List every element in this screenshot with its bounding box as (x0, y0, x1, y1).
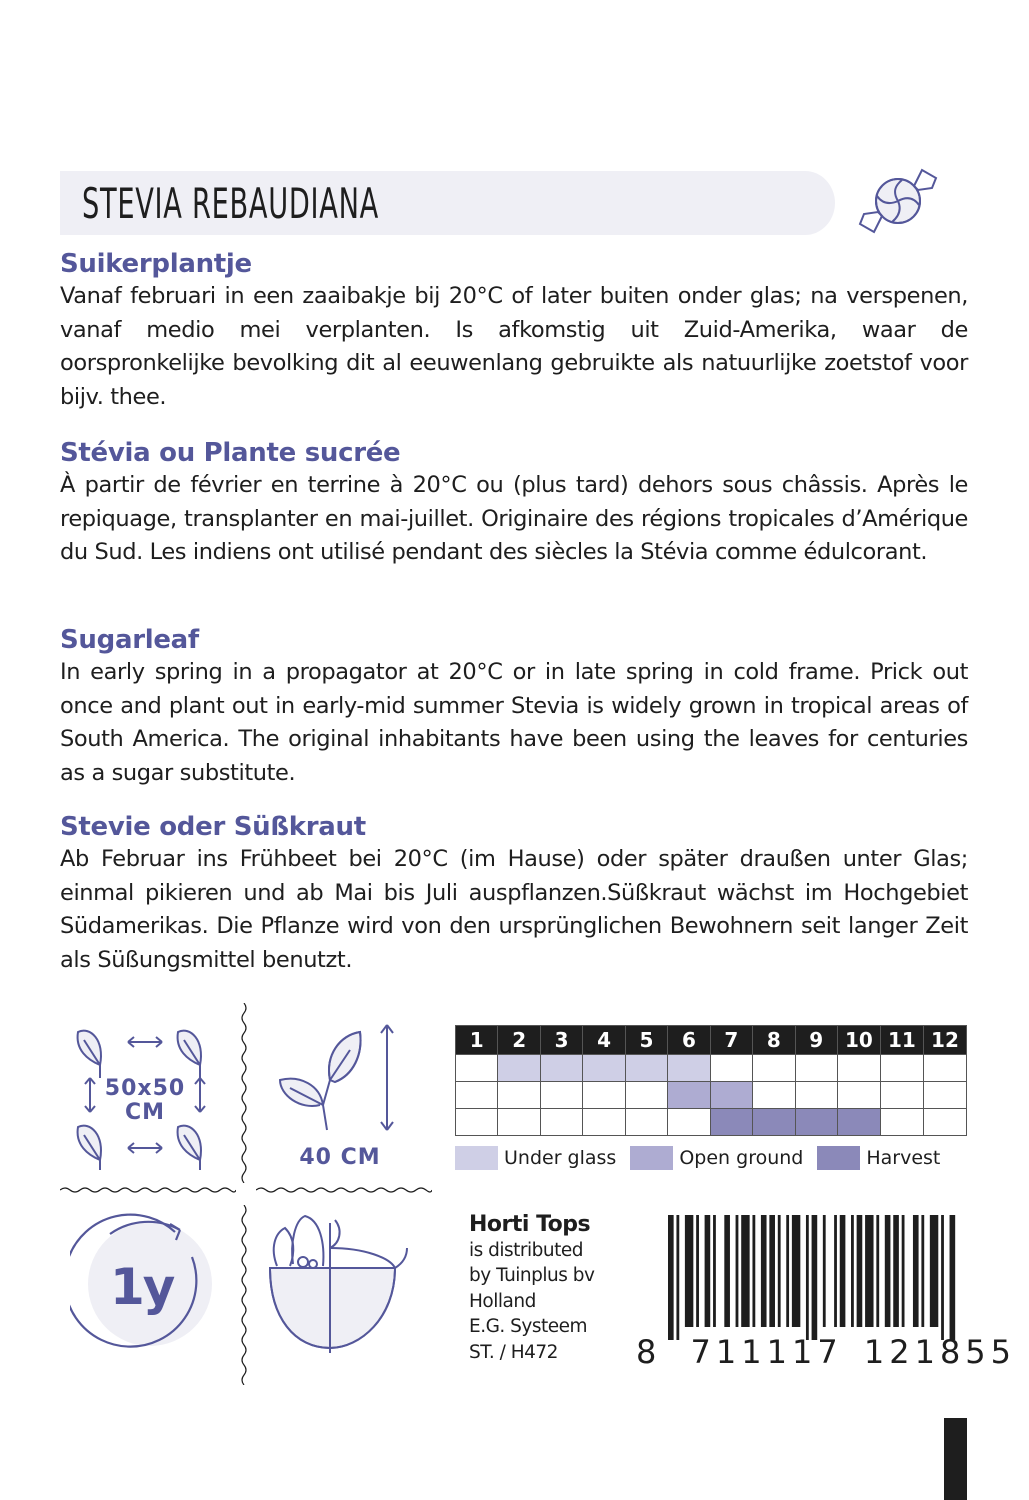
brand-name: Horti Tops (469, 1212, 591, 1237)
calendar-cell (498, 1109, 540, 1136)
calendar-cell (710, 1082, 752, 1109)
sowing-calendar (455, 1025, 967, 1136)
month-cell: 1 (456, 1026, 498, 1055)
section-body: Vanaf februari in een zaaibakje bij 20°C of later buiten onder glas; na verspenen, vanaf medio mei verplanten. Is afkomstig uit Zuid-Amerika, waar de oorspronkelijke bevolking dit al eeuwenlang gebruikte als natuurlijke zoetstof voor bijv. thee. (60, 283, 968, 410)
wavy-divider-vertical (236, 1003, 252, 1183)
month-cell: 10 (837, 1026, 880, 1055)
distributor-line: is distributed (469, 1239, 584, 1261)
barcode-digit-first: 8 (636, 1333, 662, 1371)
calendar-cell (583, 1055, 625, 1082)
calendar-cell (456, 1082, 498, 1109)
barcode (668, 1215, 958, 1340)
plant-height-icon (275, 1020, 405, 1145)
calendar-cell (456, 1109, 498, 1136)
calendar-row-under-glass (456, 1055, 967, 1082)
legend-swatch (630, 1146, 673, 1170)
calendar-legend (455, 1146, 954, 1170)
lifecycle-label: 1y (110, 1258, 174, 1316)
calendar-row-open-ground (456, 1082, 967, 1109)
calendar-cell (880, 1109, 923, 1136)
calendar-cell (456, 1055, 498, 1082)
calendar-cell (498, 1055, 540, 1082)
month-cell: 7 (710, 1026, 752, 1055)
barcode-group-1: 711117 (690, 1333, 843, 1371)
wavy-divider-horizontal (60, 1184, 236, 1196)
calendar-cell (540, 1055, 582, 1082)
section-heading: Sugarleaf (60, 625, 199, 655)
calendar-cell (795, 1109, 837, 1136)
legend-swatch (455, 1146, 498, 1170)
section-heading: Stévia ou Plante sucrée (60, 438, 401, 468)
legend-label: Under glass (504, 1147, 617, 1169)
legend-label: Open ground (679, 1147, 804, 1169)
section-heading: Suikerplantje (60, 249, 252, 279)
height-label: 40 CM (299, 1145, 381, 1170)
calendar-cell (583, 1082, 625, 1109)
distributor-info (469, 1212, 594, 1365)
calendar-cell (753, 1082, 795, 1109)
print-mark (944, 1418, 967, 1500)
month-cell: 9 (795, 1026, 837, 1055)
calendar-cell (923, 1082, 966, 1109)
month-cell: 4 (583, 1026, 625, 1055)
legend-label: Harvest (866, 1147, 941, 1169)
calendar-cell (625, 1109, 667, 1136)
calendar-cell (837, 1082, 880, 1109)
calendar-cell (710, 1055, 752, 1082)
calendar-cell (753, 1055, 795, 1082)
section-body: In early spring in a propagator at 20°C or in late spring in cold frame. Prick out once and plant out in early-mid summer Stevia is widely grown in tropical areas of South America. The original inhabitants have been using the leaves for centuries as a sugar substitute. (60, 659, 968, 786)
month-cell: 5 (625, 1026, 667, 1055)
section-body: À partir de février en terrine à 20°C ou (plus tard) dehors sous châssis. Après le repiquage, transplanter en mai-juillet. Originaire des régions tropicales d’Amérique du Sud. Les indiens ont utilisé pendant des siècles la Stévia comme édulcorant. (60, 472, 968, 565)
distributor-line: Holland (469, 1290, 536, 1312)
calendar-cell (668, 1055, 710, 1082)
spacing-unit: CM (124, 1100, 166, 1125)
product-title: STEVIA REBAUDIANA (82, 179, 379, 228)
calendar-cell (625, 1082, 667, 1109)
calendar-cell (498, 1082, 540, 1109)
section-heading: Stevie oder Süßkraut (60, 812, 366, 842)
section-english (60, 624, 968, 790)
calendar-cell (710, 1109, 752, 1136)
calendar-cell (540, 1082, 582, 1109)
calendar-cell (795, 1055, 837, 1082)
calendar-month-header (456, 1026, 967, 1055)
calendar-cell (540, 1109, 582, 1136)
spacing-label (102, 1077, 188, 1125)
candy-icon (852, 158, 942, 244)
section-french (60, 437, 968, 570)
calendar-cell (668, 1082, 710, 1109)
legend-swatch (817, 1146, 860, 1170)
month-cell: 2 (498, 1026, 540, 1055)
calendar-cell (923, 1055, 966, 1082)
barcode-group-2: 121855 (863, 1333, 1017, 1371)
calendar-cell (668, 1109, 710, 1136)
calendar-cell (880, 1082, 923, 1109)
section-dutch (60, 248, 968, 414)
distributor-line: ST. / H472 (469, 1341, 558, 1363)
salad-bowl-icon (265, 1208, 415, 1358)
calendar-cell (837, 1109, 880, 1136)
distributor-line: by Tuinplus bv (469, 1265, 595, 1286)
wavy-divider-horizontal (256, 1184, 432, 1196)
spacing-value: 50x50 (104, 1076, 186, 1101)
month-cell: 12 (923, 1026, 966, 1055)
month-cell: 11 (880, 1026, 923, 1055)
barcode-number (636, 1333, 1016, 1371)
calendar-cell (837, 1055, 880, 1082)
calendar-cell (583, 1109, 625, 1136)
legend-open-ground (630, 1146, 803, 1170)
calendar-cell (795, 1082, 837, 1109)
calendar-cell (753, 1109, 795, 1136)
legend-harvest (817, 1146, 940, 1170)
calendar-cell (625, 1055, 667, 1082)
calendar-cell (923, 1109, 966, 1136)
wavy-divider-vertical (236, 1205, 252, 1385)
month-cell: 6 (668, 1026, 710, 1055)
month-cell: 3 (540, 1026, 582, 1055)
calendar-cell (880, 1055, 923, 1082)
section-body: Ab Februar ins Frühbeet bei 20°C (im Hause) oder später draußen unter Glas; einmal pikieren und ab Mai bis Juli auspflanzen.Süßkraut wächst im Hochgebiet Südamerikas. Die Pflanze wird von den ursprünglichen Bewohnern seit langer Zeit als Süßungsmittel benutzt. (60, 846, 968, 973)
month-cell: 8 (753, 1026, 795, 1055)
distributor-line: E.G. Systeem (469, 1316, 588, 1337)
calendar-row-harvest (456, 1109, 967, 1136)
legend-under-glass (455, 1146, 616, 1170)
section-german (60, 811, 968, 977)
